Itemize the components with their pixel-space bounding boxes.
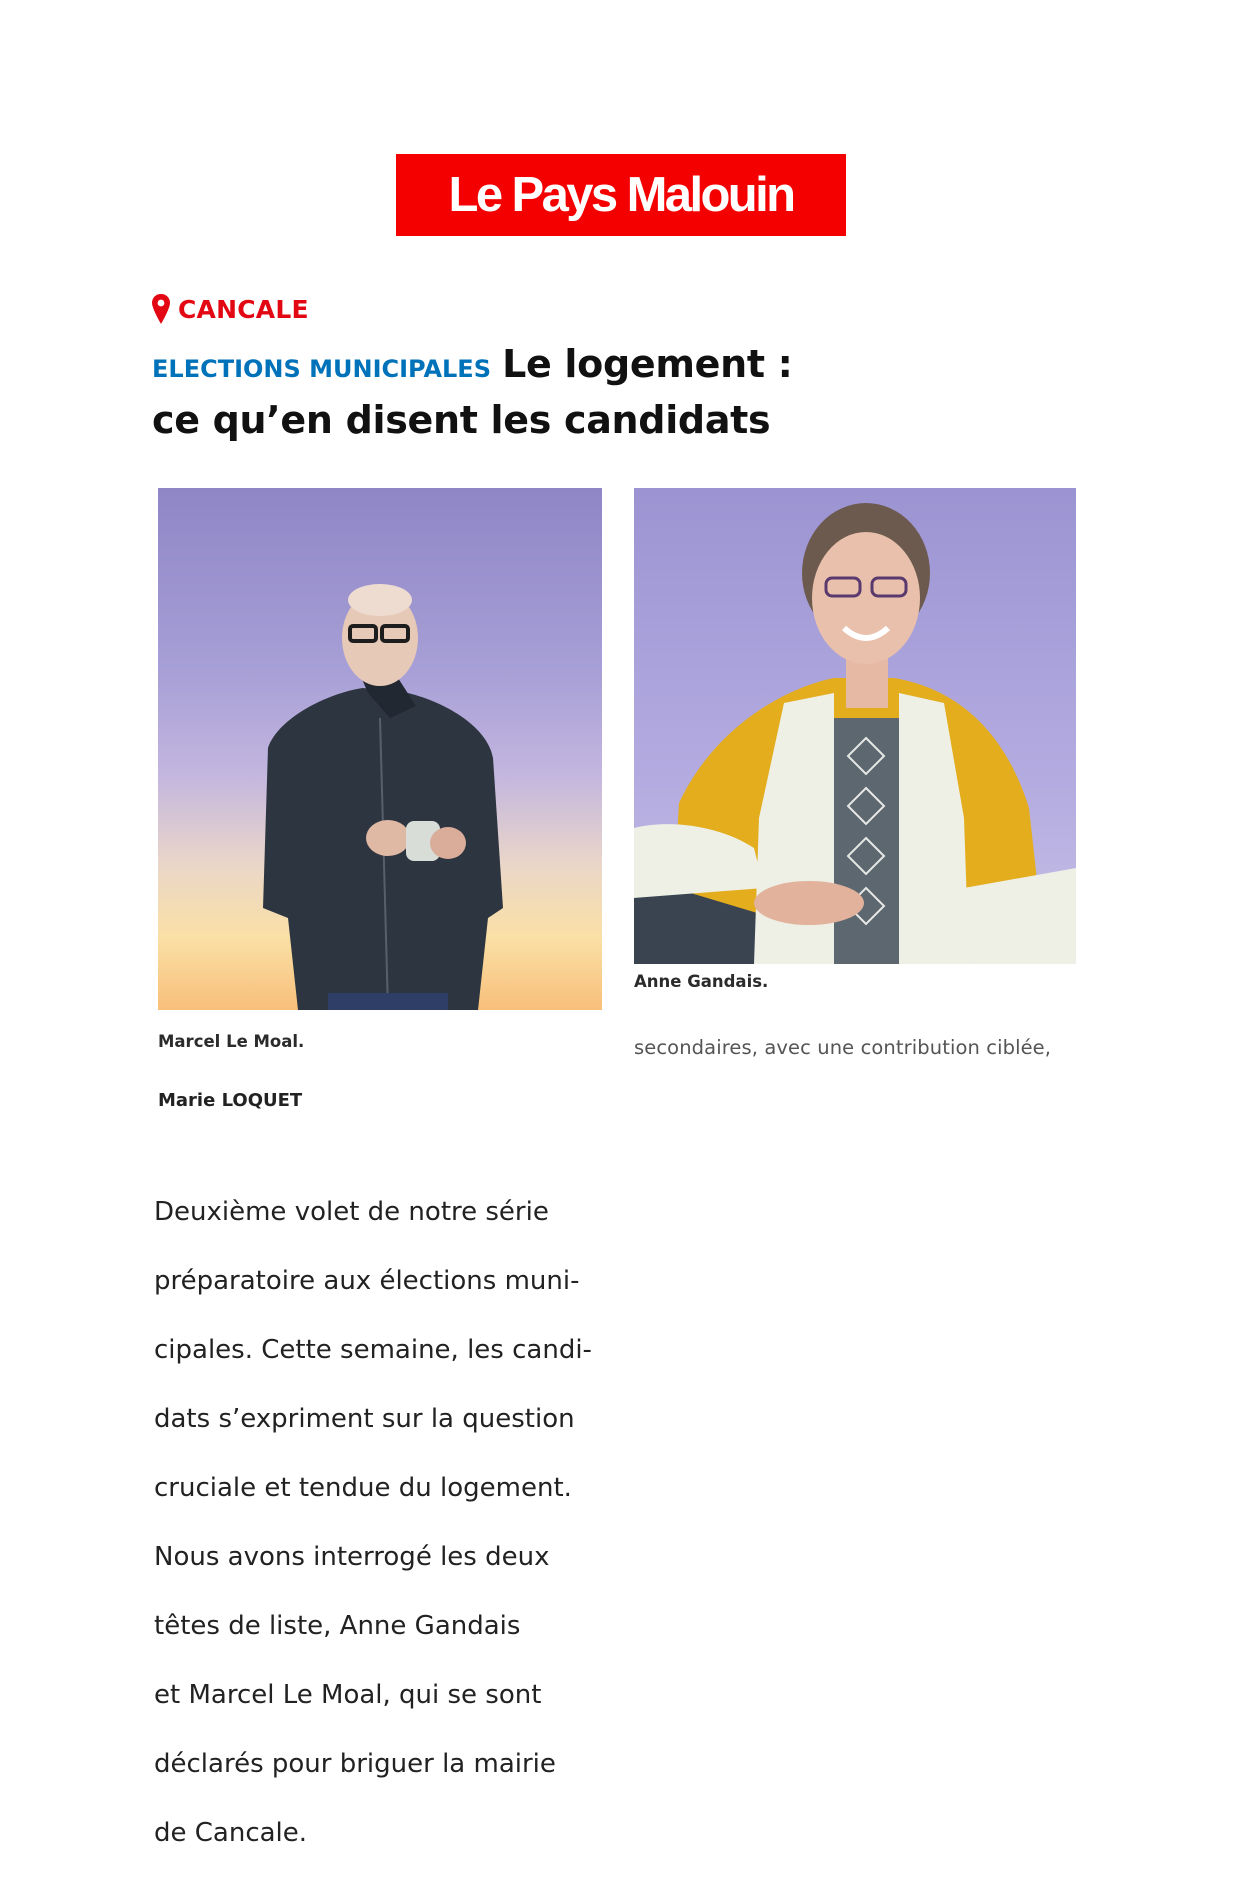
lead-line: cruciale et tendue du logement. xyxy=(154,1472,572,1503)
location-label: CANCALE xyxy=(178,294,309,324)
lead-line: cipales. Cette semaine, les candi- xyxy=(154,1334,592,1365)
map-pin-icon xyxy=(152,294,170,324)
location-tag xyxy=(152,294,309,324)
lead-paragraph xyxy=(154,1160,674,1885)
lead-line: et Marcel Le Moal, qui se sont xyxy=(154,1679,542,1710)
byline-author: Marie LOQUET xyxy=(158,1090,303,1111)
portrait-woman-illustration xyxy=(634,488,1076,964)
photo-marcel-le-moal xyxy=(158,488,602,1010)
masthead-logo xyxy=(396,154,846,236)
photo-anne-gandais xyxy=(634,488,1076,964)
continued-text-fragment: secondaires, avec une contribution ciblée, xyxy=(634,1036,1052,1059)
lead-line: dats s’expriment sur la question xyxy=(154,1403,575,1434)
portrait-man-illustration xyxy=(158,488,602,1010)
photo-caption-anne: Anne Gandais. xyxy=(634,972,769,991)
kicker: ELECTIONS MUNICIPALES xyxy=(152,355,491,383)
lead-line: Deuxième volet de notre série xyxy=(154,1196,549,1227)
logo-text: Le Pays Malouin xyxy=(448,168,794,222)
article-title: Le logement : ce qu’en disent les candidats xyxy=(152,342,793,442)
lead-line: préparatoire aux élections muni- xyxy=(154,1265,580,1296)
lead-line: déclarés pour briguer la mairie xyxy=(154,1748,556,1779)
lead-line: de Cancale. xyxy=(154,1817,308,1848)
photo-caption-marcel: Marcel Le Moal. xyxy=(158,1032,305,1051)
lead-line: Nous avons interrogé les deux xyxy=(154,1541,550,1572)
headline xyxy=(152,340,852,452)
lead-line: têtes de liste, Anne Gandais xyxy=(154,1610,521,1641)
